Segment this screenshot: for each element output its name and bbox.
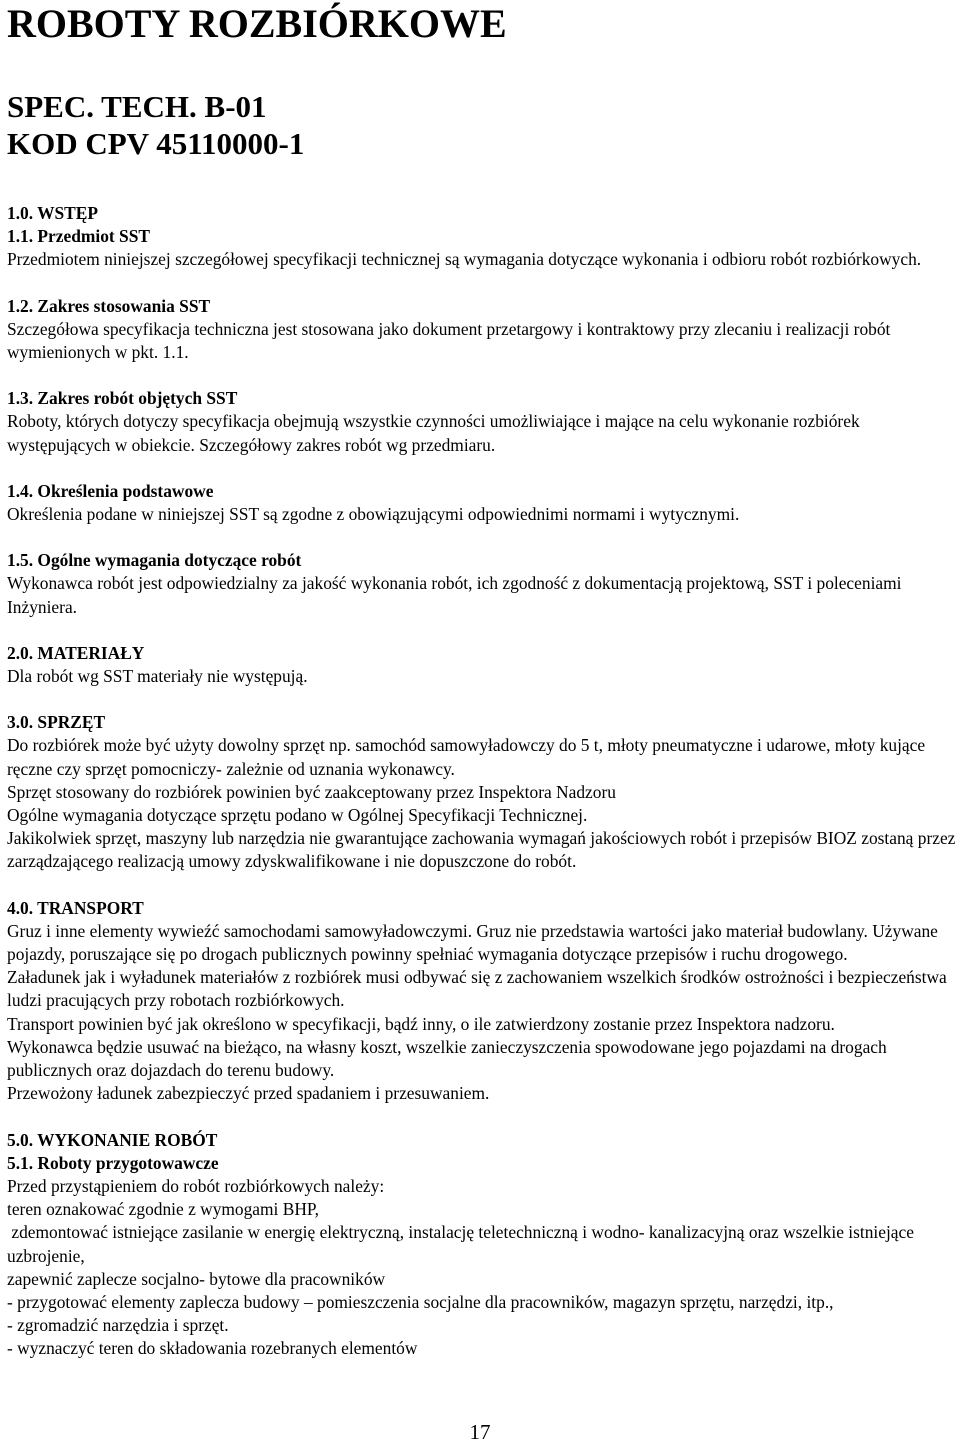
document-body [7,202,957,1361]
list-item: teren oznakować zgodnie z wymogami BHP, [7,1199,319,1220]
list-item: - zgromadzić narzędzia i sprzęt. [7,1315,229,1336]
section-materials [7,642,957,688]
paragraph: Dla robót wg SST materiały nie występują. [7,666,308,687]
paragraph: Ogólne wymagania dotyczące sprzętu podano w Ogólnej Specyfikacji Technicznej. [7,805,588,826]
paragraph: Wykonawca będzie usuwać na bieżąco, na własny koszt, wszelkie zanieczyszczenia spowodowane jego pojazdami na drogach publicznych oraz dojazdach do terenu budowy. [7,1036,887,1081]
list-item: - przygotować elementy zaplecza budowy – pomieszczenia socjalne dla pracowników, magazyn sprzętu, narzędzi, itp., [7,1291,834,1312]
section-transport [7,897,957,1106]
section-heading: 1.0. WSTĘP [7,203,99,223]
list-item: zdemontować istniejące zasilanie w energię elektryczną, instalację teletechniczną i wodno- kanalizacyjną oraz wszelkie istniejące uzbrojenie, [7,1222,919,1266]
paragraph: Przewożony ładunek zabezpieczyć przed spadaniem i przesuwaniem. [7,1083,490,1104]
spec-code: SPEC. TECH. B-01 [7,89,267,124]
paragraph: Określenia podane w niniejszej SST są zgodne z obowiązującymi odpowiednimi normami i wytycznymi. [7,504,740,525]
paragraph: Jakikolwiek sprzęt, maszyny lub narzędzia nie gwarantujące zachowania wymagań jakościowych robót i przepisów BIOZ zostaną przez zarządzającego realizacją umowy zdyskwalifikowane i nie dopuszczone do robót. [7,828,956,872]
page-number: 17 [469,1420,491,1444]
paragraph: Wykonawca robót jest odpowiedzialny za jakość wykonania robót, ich zgodność z dokumentacją projektową, SST i poleceniami Inżyniera. [7,573,902,617]
paragraph: Szczegółowa specyfikacja techniczna jest stosowana jako dokument przetargowy i kontraktowy przy zlecaniu i realizacji robót wymienionych w pkt. 1.1. [7,318,891,363]
cpv-code: KOD CPV 45110000-1 [7,126,305,161]
paragraph: Przed przystąpieniem do robót rozbiórkowych należy: [7,1175,385,1196]
document-title: ROBOTY ROZBIÓRKOWE [7,1,507,46]
section-general-requirements [7,549,957,619]
paragraph: Roboty, których dotyczy specyfikacja obejmują wszystkie czynności umożliwiające i mające na celu wykonanie rozbiórek występujących w obiekcie. Szczegółowy zakres robót wg przedmiaru. [7,411,860,455]
section-basic-definitions [7,480,957,526]
subsection-heading: 1.4. Określenia podstawowe [7,480,214,501]
section-introduction [7,202,957,272]
section-heading: 3.0. SPRZĘT [7,712,106,733]
paragraph: Gruz i inne elementy wywieźć samochodami samowyładowczymi. Gruz nie przedstawia wartości jako materiał budowlany. Używane pojazdy, poruszające się po drogach publicznych powinny spełniać wymagania dotyczące przepisów i ruchu drogowego. [7,920,938,965]
paragraph: Do rozbiórek może być użyty dowolny sprzęt np. samochód samowyładowczy do 5 t, młoty pneumatyczne i udarowe, młoty kujące ręczne czy sprzęt pomocniczy- zależnie od uznania wykonawcy. [7,735,926,779]
section-scope-of-works [7,387,957,457]
section-heading: 4.0. TRANSPORT [7,897,144,918]
paragraph: Transport powinien być jak określono w specyfikacji, bądź inny, o ile zatwierdzony zostanie przez Inspektora nadzoru. [7,1013,835,1034]
paragraph: Przedmiotem niniejszej szczegółowej specyfikacji technicznej są wymagania dotyczące wykonania i odbioru robót rozbiórkowych. [7,249,922,270]
section-equipment [7,711,957,873]
section-heading: 2.0. MATERIAŁY [7,642,145,663]
spec-header [7,88,304,162]
subsection-heading: 5.1. Roboty przygotowawcze [7,1152,219,1173]
section-execution-of-works [7,1129,957,1361]
paragraph: Sprzęt stosowany do rozbiórek powinien być zaakceptowany przez Inspektora Nadzoru [7,781,616,802]
subsection-heading: 1.2. Zakres stosowania SST [7,295,211,316]
paragraph: Załadunek jak i wyładunek materiałów z rozbiórek musi odbywać się z zachowaniem wszelkich środków ostrożności i bezpieczeństwa ludzi pracujących przy robotach rozbiórkowych. [7,967,947,1011]
subsection-heading: 1.3. Zakres robót objętych SST [7,388,238,409]
section-heading: 5.0. WYKONANIE ROBÓT [7,1129,218,1150]
subsection-heading: 1.1. Przedmiot SST [7,226,150,247]
subsection-heading: 1.5. Ogólne wymagania dotyczące robót [7,550,302,571]
list-item: - wyznaczyć teren do składowania rozebranych elementów [7,1338,418,1359]
section-scope-of-application [7,295,957,365]
list-item: zapewnić zaplecze socjalno- bytowe dla pracowników [7,1268,386,1289]
